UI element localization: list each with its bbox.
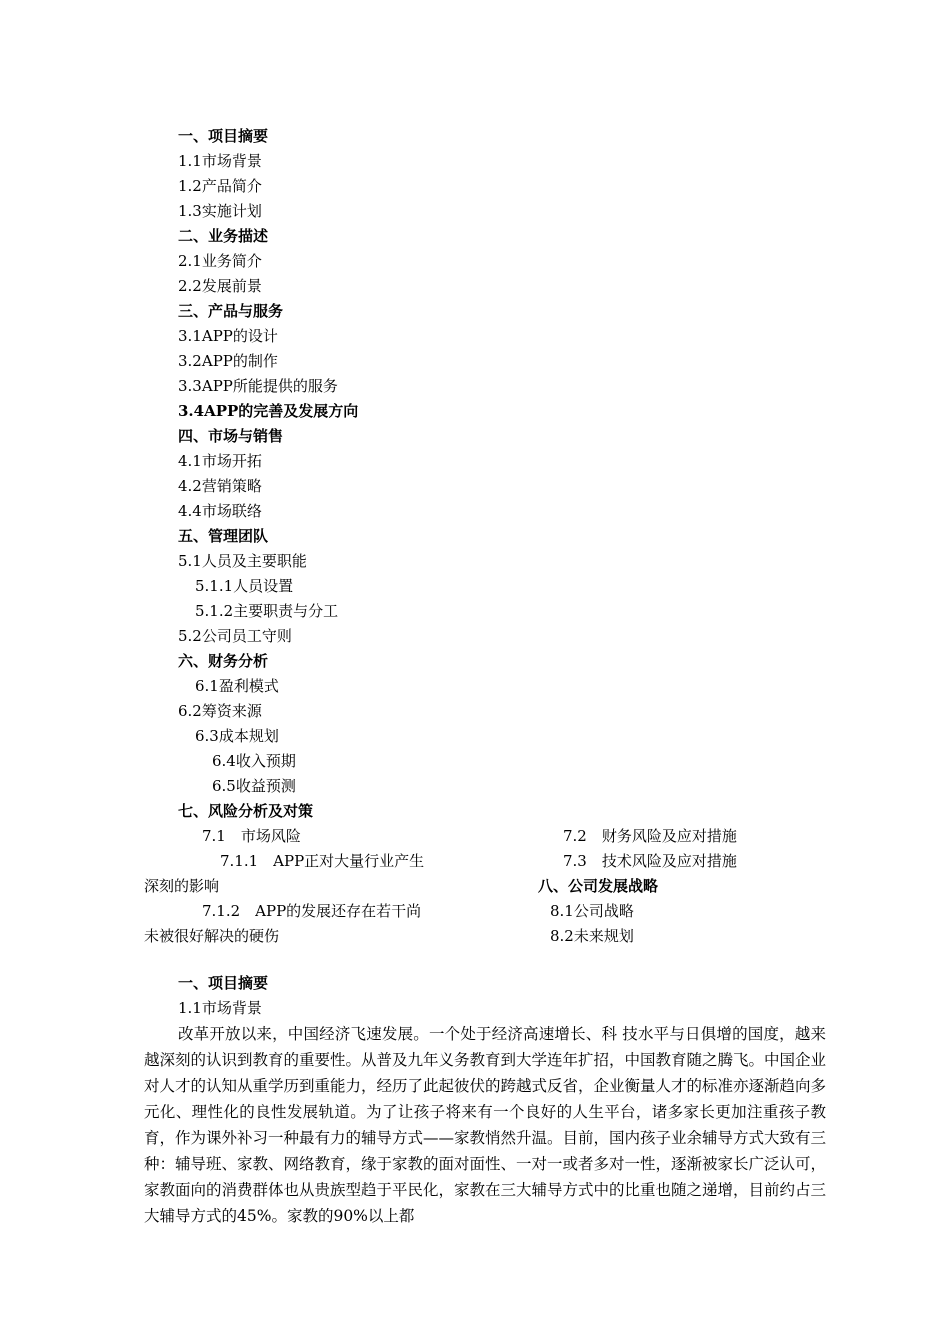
toc-item-2-1: 2.1业务简介 xyxy=(178,252,262,270)
toc-item-6-5: 6.5收益预测 xyxy=(212,777,296,795)
toc-item-4-2: 4.2营销策略 xyxy=(178,477,262,495)
body-subheading: 1.1市场背景 xyxy=(178,999,262,1017)
toc-section-7: 七、风险分析及对策 xyxy=(178,802,314,820)
toc-item-5-1: 5.1人员及主要职能 xyxy=(178,552,307,570)
toc-item-8-2: 8.2未来规划 xyxy=(550,927,634,945)
toc-section-3: 三、产品与服务 xyxy=(178,302,284,320)
toc-item-3-4: 3.4APP的完善及发展方向 xyxy=(178,402,359,420)
toc-item-2-2: 2.2发展前景 xyxy=(178,277,262,295)
toc-item-7-1-2-line2: 未被很好解决的硬伤 xyxy=(144,927,280,945)
toc-section-8: 八、公司发展战略 xyxy=(538,877,659,895)
toc-section-6: 六、财务分析 xyxy=(178,652,269,670)
toc-item-6-3: 6.3成本规划 xyxy=(195,727,279,745)
toc-item-6-4: 6.4收入预期 xyxy=(212,752,296,770)
toc-item-8-1: 8.1公司战略 xyxy=(550,902,634,920)
toc-item-1-1: 1.1市场背景 xyxy=(178,152,262,170)
toc-item-5-1-1: 5.1.1人员设置 xyxy=(195,577,294,595)
toc-item-7-1-1-line2: 深刻的影响 xyxy=(144,877,220,895)
toc-item-3-1: 3.1APP的设计 xyxy=(178,327,278,345)
toc-item-6-1: 6.1盈利模式 xyxy=(195,677,279,695)
toc-item-3-3: 3.3APP所能提供的服务 xyxy=(178,377,338,395)
toc-section-2: 二、业务描述 xyxy=(178,227,269,245)
toc-item-7-1-1-line1: 7.1.1 APP正对大量行业产生 xyxy=(220,852,425,870)
toc-item-3-2: 3.2APP的制作 xyxy=(178,352,278,370)
toc-item-7-1: 7.1 市场风险 xyxy=(202,827,301,845)
toc-section-5: 五、管理团队 xyxy=(178,527,269,545)
toc-item-5-1-2: 5.1.2主要职责与分工 xyxy=(195,602,339,620)
toc-item-4-1: 4.1市场开拓 xyxy=(178,452,262,470)
toc-item-6-2: 6.2筹资来源 xyxy=(178,702,262,720)
toc-item-7-2: 7.2 财务风险及应对措施 xyxy=(563,827,737,845)
toc-item-7-3: 7.3 技术风险及应对措施 xyxy=(563,852,737,870)
toc-item-7-1-2-line1: 7.1.2 APP的发展还存在若干尚 xyxy=(202,902,422,920)
body-heading: 一、项目摘要 xyxy=(178,974,269,992)
toc-section-4: 四、市场与销售 xyxy=(178,427,284,445)
toc-section-1: 一、项目摘要 xyxy=(178,127,269,145)
toc-item-4-4: 4.4市场联络 xyxy=(178,502,262,520)
body-paragraph: 改革开放以来，中国经济飞速发展。一个处于经济高速增长、科 技水平与日俱增的国度，越来越深刻的认识到教育的重要性。从普及九年义务教育到大学连年扩招，中国教育随之腾飞。中国企业对人才的认知从重学历到重能力，经历了此起彼伏的跨越式反省，企业衡量人才的标准亦逐渐趋向多元化、理性化的良性发展轨道。为了让孩子将来有一个良好的人生平台，诸多家长更加注重孩子教育，作为课外补习一种最有力的辅导方式——家教悄然升温。目前，国内孩子业余辅导方式大致有三种：辅导班、家教、网络教育，缘于家教的面对面性、一对一或者多对一性，逐渐被家长广泛认可，家教面向的消费群体也从贵族型趋于平民化，家教在三大辅导方式中的比重也随之递增，目前约占三大辅导方式的45%。家教的90%以上都 xyxy=(144,1025,827,1225)
toc-item-5-2: 5.2公司员工守则 xyxy=(178,627,292,645)
toc-item-1-3: 1.3实施计划 xyxy=(178,202,262,220)
toc-item-1-2: 1.2产品简介 xyxy=(178,177,262,195)
